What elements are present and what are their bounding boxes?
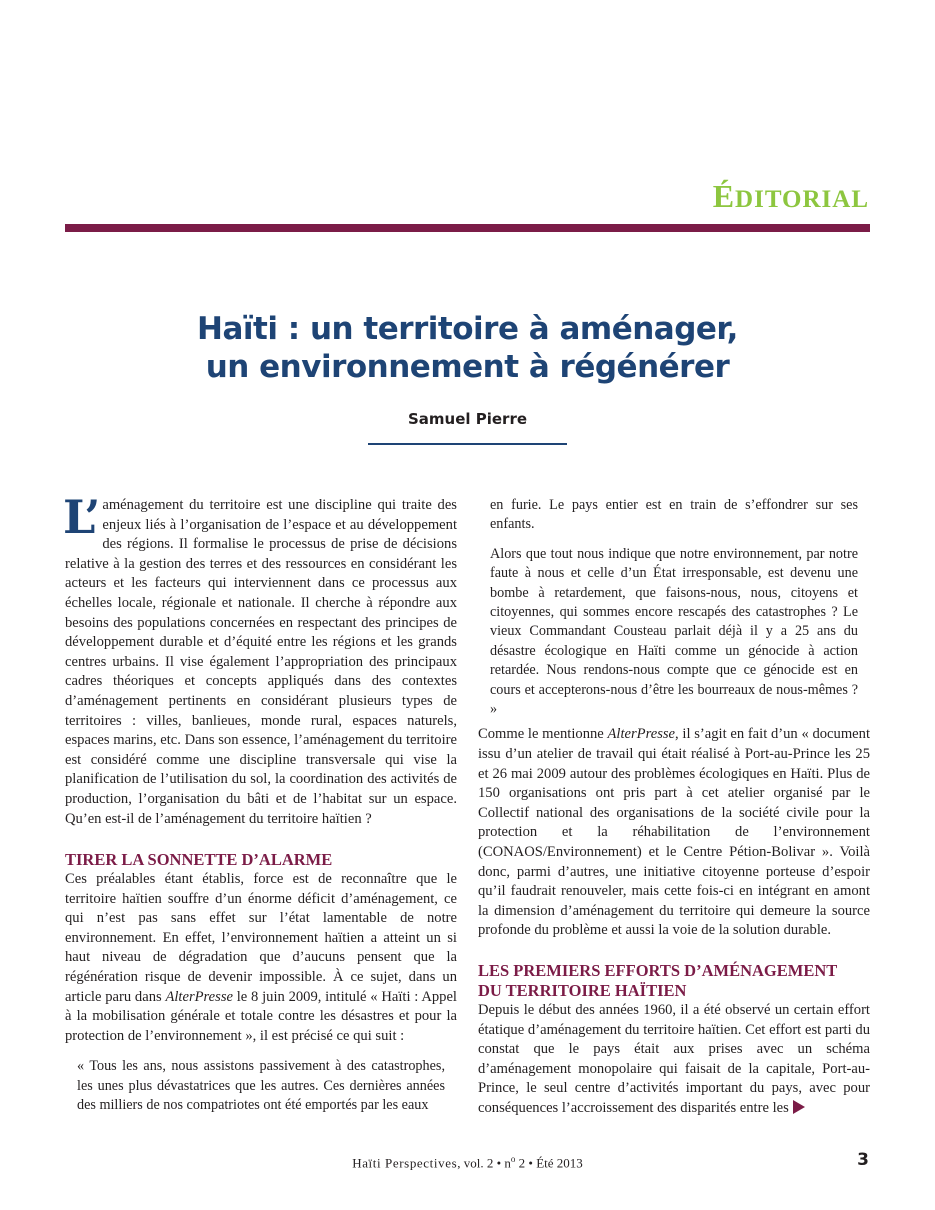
issue-info-end: 2 • Été 2013: [515, 1155, 583, 1171]
section-label: [713, 178, 869, 215]
section-heading-first-efforts: [478, 961, 870, 1001]
intro-text: aménagement du territoire est une discipline qui traite des enjeux liés à l’organisation de l’espace et au développement des régions. Il formalise le processus de prise de décisions relative à la gestion des terres et des ressources en considérant les acteurs et les facteurs qui interviennent dans ce processus aux échelles locale, régionale et nationale. Il cherche à répondre aux besoins des populations concernées en respectant des principes de développement durable et d’équité entre les régions et les grands centres urbains. Il vise également l’appropriation des principaux cadres théoriques et concepts appliqués dans des contextes d’aménagement pertinents en considérant plusieurs types de territoires : villes, banlieues, monde rural, espaces naturels, espaces marins, etc. Dans son essence, l’aménagement du territoire est considéré comme une discipline transversale qui vise la planification de l’utilisation du sol, la coordination des activités de production, l’organisation du bâti et de l’habitat sur un espace. Qu’en est-il de l’aménagement du territoire haïtien ?: [65, 497, 457, 827]
continue-arrow-icon: [793, 1100, 805, 1114]
header-rule: [65, 224, 870, 232]
article-title: [0, 310, 935, 386]
left-column: [63, 490, 457, 1116]
body-paragraph: [65, 870, 457, 1046]
issue-number-superscript: o: [510, 1154, 516, 1164]
issue-info: , vol. 2 • n: [457, 1155, 511, 1171]
drop-cap: L’: [63, 490, 101, 544]
intro-paragraph: [63, 490, 457, 829]
right-column: [478, 496, 870, 1119]
quote-paragraph: Alors que tout nous indique que notre environnement, par notre faute à nous et celle d’un État irresponsable, est devenu une bombe à retardement, que faisons-nous, nous, citoyens et citoyennes, qui sommes encore rescapés des catastrophes ? Le vieux Commandant Cousteau parlait déjà il y a 25 ans du désastre écologique en Haïti comme un génocide à action retardée. Nous rendons-nous compte que ce génocide est en cours et accepterons-nous d’être les bourreaux de nous-mêmes ? »: [490, 545, 858, 718]
author-name: Samuel Pierre: [407, 410, 528, 428]
body-text: , il s’agit en fait d’un « document issu d’un atelier de travail qui était réalisé à Port-au-Prince les 25 et 26 mai 2009 autour des problèmes écologiques en Haïti. Plus de 150 organisations ont pris part à cet atelier organisé par le Collectif national des organisations de la société civile pour la protection et la réhabilitation de l’environnement (CONAOS/Environnement) et le Centre Pétion-Bolivar ». Voilà donc, parmi d’autres, une initiative citoyenne porteuse d’espoir qu’il faudrait renouveler, mais cette fois-ci en intégrant en amont la dimension d’aménagement du territoire qui demeure la source profonde du problème et aussi la voie de la solution durable.: [478, 726, 870, 939]
page-number: 3: [857, 1150, 869, 1170]
publication-name: AlterPresse: [607, 726, 676, 743]
body-text: Ces préalables étant établis, force est de reconnaître que le territoire haïtien souffre d’un énorme déficit d’aménagement, ce qui n’est pas sans effet sur l’état lamentable de notre environnement. En effet, l’environnement haïtien a atteint un si haut niveau de dégradation que d’aucuns pensent que la régénération risque de devenir impossible. À ce sujet, dans un article paru dans: [65, 871, 457, 1005]
article-title-line-2: un environnement à régénérer: [205, 349, 730, 385]
heading-line: DU TERRITOIRE HAÏTIEN: [478, 981, 687, 1000]
body-text: Comme le mentionne: [478, 726, 608, 743]
quote-paragraph: en furie. Le pays entier est en train de s’effondrer sur ses enfants.: [490, 497, 858, 533]
publication-name: AlterPresse: [165, 988, 233, 1005]
journal-name: Haïti Perspectives: [352, 1155, 458, 1171]
block-quote: [65, 1057, 457, 1115]
body-text: Depuis le début des années 1960, il a été observé un certain effort étatique d’aménagement du territoire haïtien. Cet effort est parti du constat que le pays était aux prises avec un schéma d’aménagement monopolaire qui faisait de la capitale, Port-au-Prince, le seul centre d’activités important du pays, avec pour conséquences l’accroissement des disparités entre les: [478, 1002, 870, 1116]
section-label-initial: É: [712, 178, 736, 214]
page-footer: [0, 1154, 935, 1171]
section-heading-alarm: TIRER LA SONNETTE D’ALARME: [65, 850, 333, 870]
section-label-rest: DITORIAL: [735, 186, 869, 213]
body-paragraph: [478, 1001, 870, 1119]
block-quote-continued: [478, 496, 870, 719]
body-paragraph: [478, 725, 870, 941]
article-title-line-1: Haïti : un territoire à aménager,: [197, 311, 738, 347]
quote-paragraph: « Tous les ans, nous assistons passivement à des catastrophes, les unes plus dévastatrices que les autres. Ces dernières années des milliers de nos compatriotes ont été emportés par les eaux: [77, 1058, 445, 1114]
author-rule: [368, 443, 567, 445]
heading-line: LES PREMIERS EFFORTS D’AMÉNAGEMENT: [478, 961, 838, 980]
body-text: le 8 juin 2009, intitulé « Haïti : Appel à la mobilisation générale et totale contre les désastres et pour la protection de l’environnement », il est précisé ce qui suit :: [65, 988, 457, 1044]
